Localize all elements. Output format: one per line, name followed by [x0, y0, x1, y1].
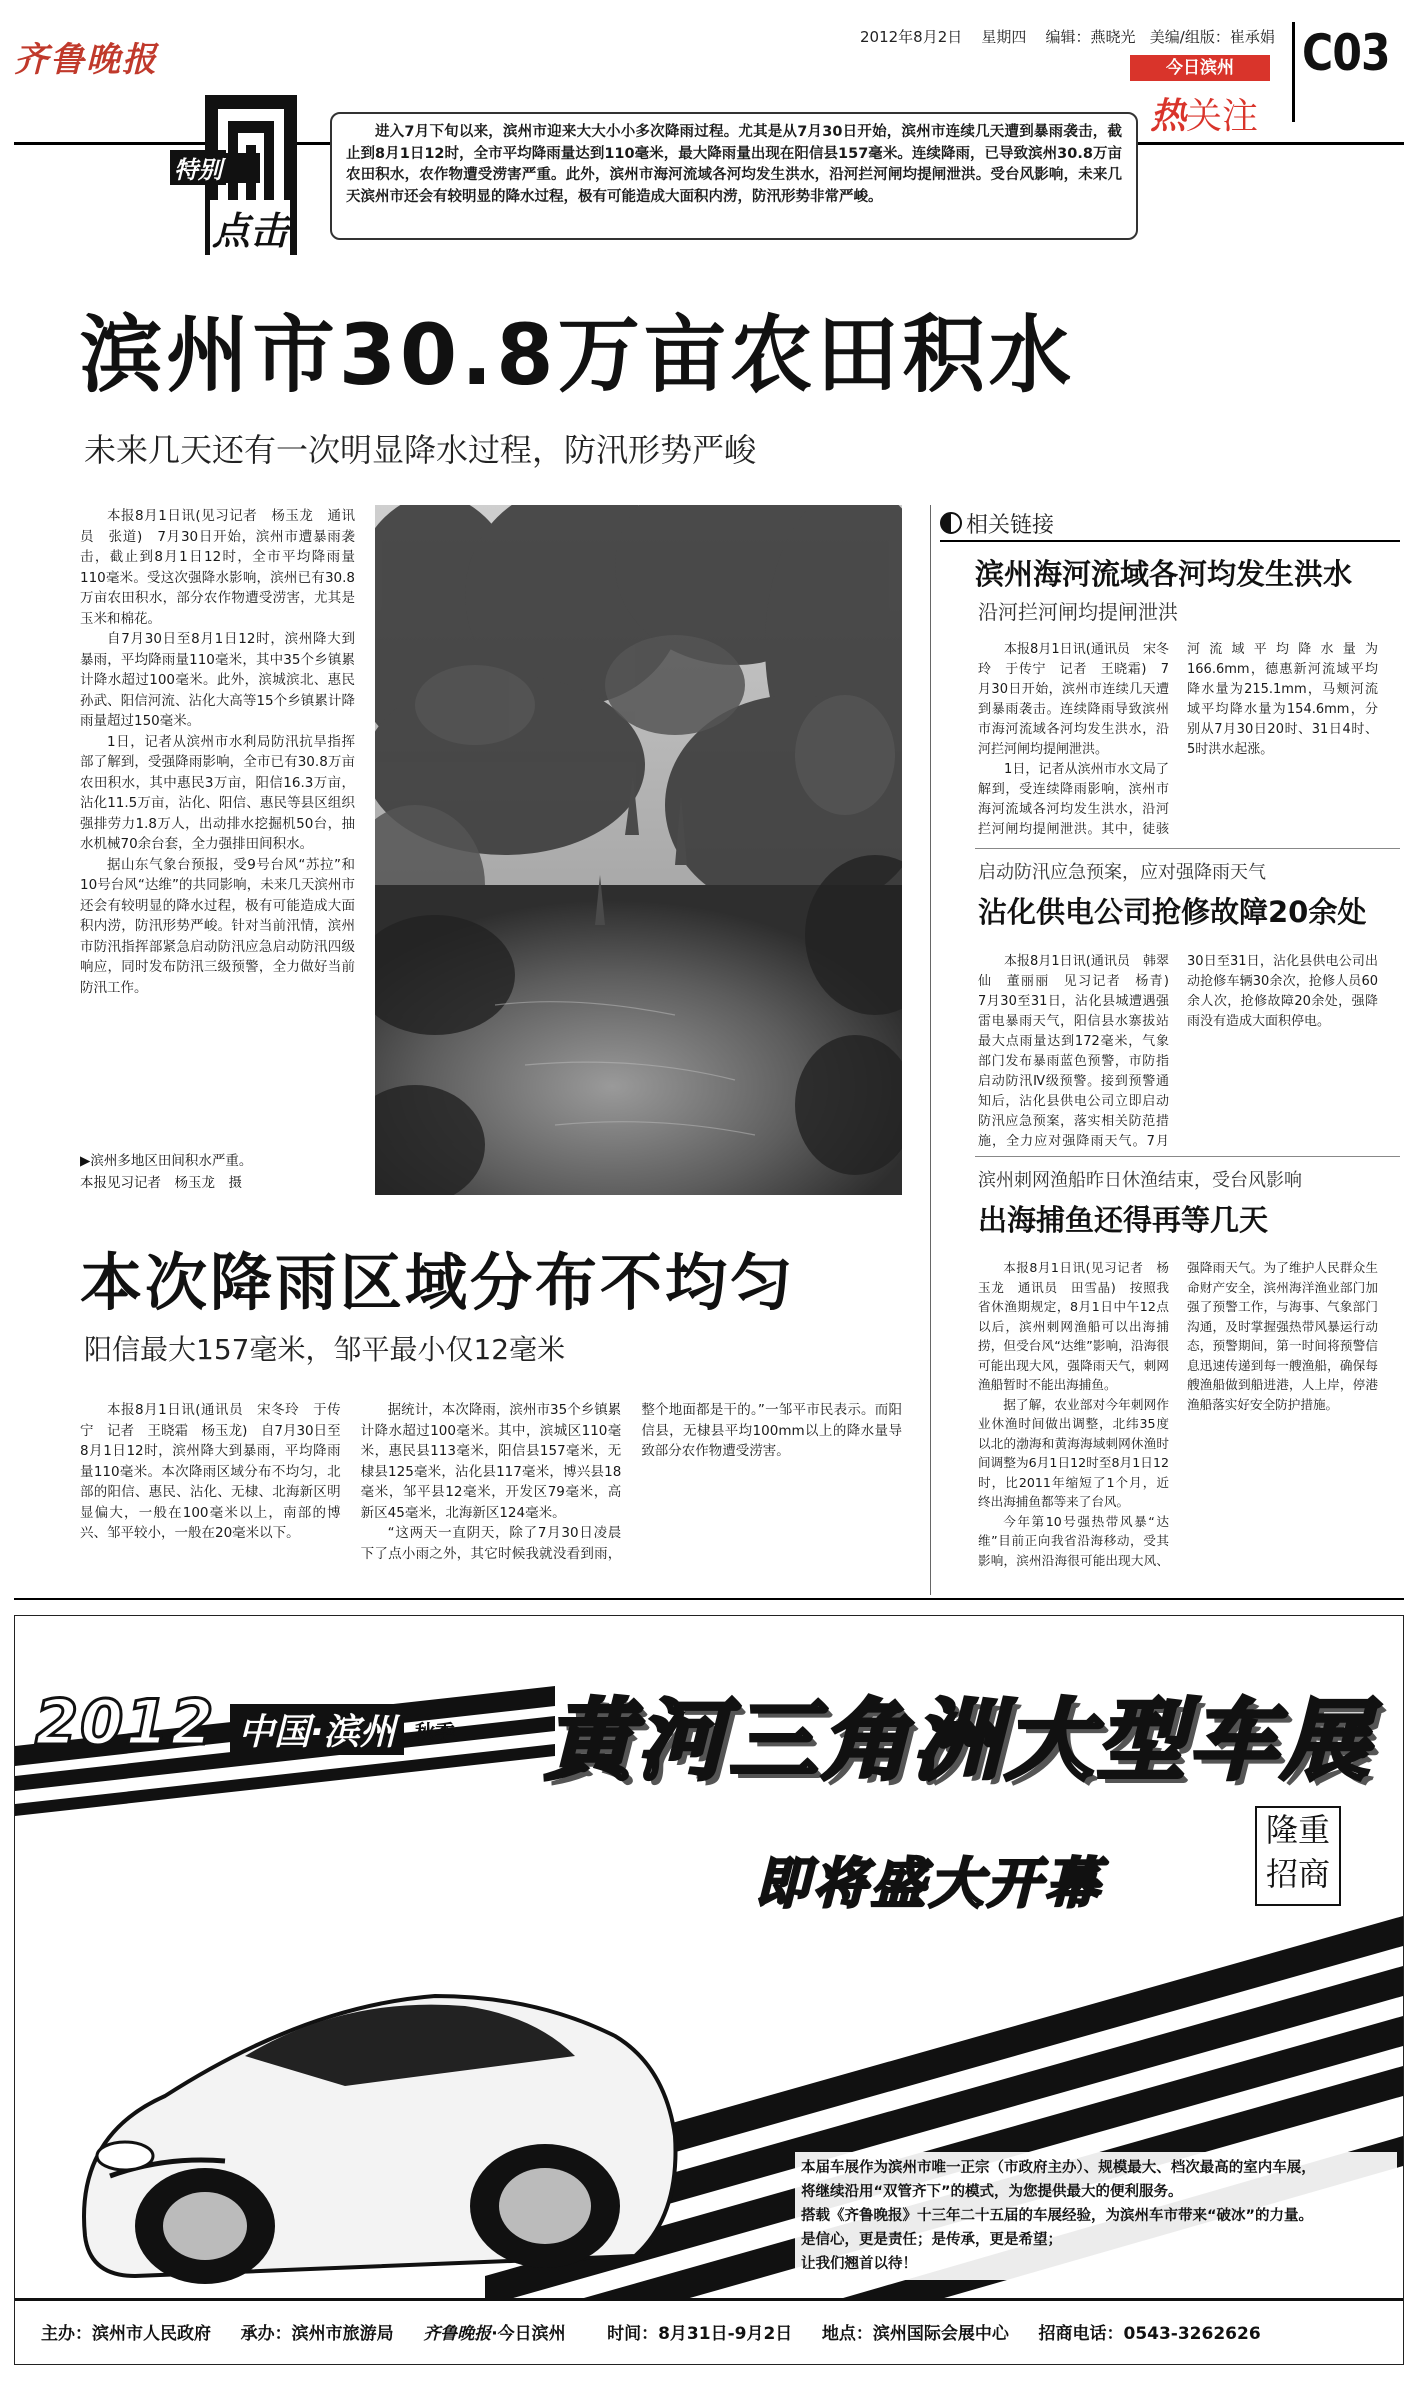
ad-phone: 0543-3262626 [1123, 2324, 1261, 2344]
second-paragraph: 据统计，本次降雨，滨州市35个乡镇累计降水超过100毫米。其中，滨城区110毫米，惠民县113毫米，阳信县157毫米，无棣县125毫米，沾化县117毫米，博兴县18毫米，邹平县12毫米，开发区79毫米，高新区45毫米，北海新区124毫米。 [360, 1402, 622, 1521]
lead-subhead: 未来几天还有一次明显降水过程，防汛形势严峻 [84, 431, 757, 469]
sidebar-top-rule [940, 540, 1400, 542]
related-links-icon [940, 512, 962, 534]
related-links-text: 相关链接 [966, 513, 1055, 538]
ad-badge-line2: 招商 [1265, 1855, 1330, 1893]
special-text: 进入7月下旬以来，滨州市迎来大大小小多次降雨过程。尤其是从7月30日开始，滨州市连续几天遭到暴雨袭击，截止到8月1日12时，全市平均降雨量达到110毫米，最大降雨量出现在阳信县157毫米。连续降雨，已导致滨州30.8万亩农田积水，农作物遭受涝害严重。此外，滨州市海河流域各河均发生洪水，沿河拦河闸均提闸泄洪。受台风影响，未来几天滨州市还会有较明显的降水过程，极有可能造成大面积内涝，防汛形势非常严峻。 [346, 124, 1122, 205]
lead-paragraph: 本报8月1日讯(见习记者 杨玉龙 通讯员 张道) 7月30日开始，滨州市遭暴雨袭击，截止到8月1日12时，全市平均降雨量110毫米。受这次强降水影响，滨州已有30.8万亩农田积水，部分农作物遭受涝害，尤其是玉米和棉花。 [80, 508, 355, 627]
sidebar-story1-headline: 滨州海河流域各河均发生洪水 [975, 557, 1353, 591]
ad-venue: 滨州国际会展中心 [872, 2324, 1009, 2344]
second-headline: 本次降雨区域分布不均匀 [80, 1246, 796, 1319]
ad-badge-line1: 隆重 [1265, 1811, 1330, 1849]
second-subhead: 阳信最大157毫米，邹平最小仅12毫米 [84, 1333, 566, 1366]
page-number-divider [1292, 22, 1295, 122]
related-links-label [940, 508, 1054, 539]
sidebar-story3-kicker: 滨州刺网渔船昨日休渔结束，受台风影响 [978, 1170, 1302, 1191]
lead-paragraph: 1日，记者从滨州市水利局防汛抗旱指挥部了解到，受强降雨影响，全市已有30.8万亩农田积水，其中惠民3万亩，阳信16.3万亩，沾化11.5万亩，沾化、阳信、惠民等县区组织强排劳力1.8万人，出动排水挖掘机50台，抽水机械70余台套，全力强排田间积水。 [80, 733, 355, 852]
sidebar-paragraph: 本报8月1日讯(通讯员 韩翠仙 董丽丽 见习记者 杨青) 7月30至31日，沾化县城遭遇强雷电暴雨天气，阳信县水寨拔站最大点雨量达到172毫米，气象部门发布暴雨蓝色预警，市防指启动防汛Ⅳ级预警。接到预警通知后，沾化县供电公司立即启动防汛应急预案，落实相关防范措施，全力应对强降雨天气。7月30日至31日，沾化县供电公司出动抢修车辆30余次，抢修人员60余人次，抢修故障20余处，强降雨没有造成大面积停电。 [978, 954, 1378, 1149]
ad-title: 黄河三角洲大型车展 [545, 1689, 1374, 1792]
sidebar-story2-body [978, 952, 1378, 1152]
second-paragraph: 本报8月1日讯(通讯员 宋冬玲 于传宁 记者 王晓霜 杨玉龙) 自7月30日至8月1日12时，滨州降大到暴雨，平均降雨量110毫米。本次降雨区域分布不均匀，北部的阳信、惠民、沾化、无棣、北海新区明显偏大，一般在100毫米以上，南部的博兴、邹平较小，一般在20毫米以下。 [80, 1402, 341, 1541]
sidebar-story3-headline: 出海捕鱼还得再等几天 [978, 1203, 1269, 1237]
ad-badge [1255, 1806, 1341, 1906]
section-tag: 今日滨州 [1130, 55, 1270, 81]
masthead-info [860, 26, 1275, 47]
sidebar-rule-2 [975, 1156, 1400, 1157]
sidebar-paragraph: 1日，记者从滨州市水文局了解到，受连续降雨影响，滨州市海河流域各河均发生洪水，沿河拦河闸均提闸泄洪。其中，徒骇河流域平均降水量为166.6mm，德惠新河流域平均降水量为215.1mm，马颊河流域平均降水量为154.6mm，分别从7月30日20时、31日4时、5时洪水起涨。 [978, 642, 1378, 837]
sidebar-story2-headline: 沾化供电公司抢修故障20余处 [978, 895, 1367, 929]
designer-credit: 美编/组版：崔承娟 [1149, 28, 1275, 46]
page-number: C03 [1302, 24, 1390, 82]
ad-time: 8月31日-9月2日 [658, 2324, 793, 2344]
ad-slogan: 即将盛大开幕 [755, 1852, 1103, 1915]
second-body [80, 1400, 902, 1580]
sidebar-paragraph: 据了解，农业部对今年刺网作业休渔时间做出调整，北纬35度以北的渤海和黄海海域刺网休渔时间调整为6月1日12时至8月1日12时，比2011年缩短了1个月，近终出海捕鱼都等来了台风。 [978, 1396, 1169, 1509]
ad-description [795, 2152, 1397, 2280]
ad-desc-line: 将继续沿用“双管齐下”的模式，为您提供最大的便利服务。 [801, 2184, 1183, 2200]
flooded-field-image [375, 505, 902, 1195]
sidebar-story3-body [978, 1258, 1378, 1588]
ad-desc-line: 是信心，更是责任；是传承，更是希望； [801, 2232, 1062, 2248]
ad-desc-line: 本届车展作为滨州市唯一正宗（市政府主办）、规模最大、档次最高的室内车展， [801, 2160, 1316, 2176]
lead-paragraph: 自7月30日至8月1日12时，滨州降大到暴雨，平均降雨量110毫米，其中35个乡镇累计降水超过100毫米。此外，滨城滨北、惠民孙武、阳信河流、沾化大高等15个乡镇累计降雨量超过150毫米。 [80, 631, 355, 729]
special-label-bottom: 点击 [210, 200, 290, 255]
photo-caption-text: ▶滨州多地区田间积水严重。 [80, 1153, 253, 1169]
lead-body [80, 506, 355, 998]
column-divider [930, 505, 931, 1595]
issue-date: 2012年8月2日 [860, 28, 963, 46]
ad-organizer-logo: 齐鲁晚报 [423, 2324, 492, 2344]
sidebar-paragraph: 本报8月1日讯(见习记者 杨玉龙 通讯员 田雪晶) 按照我省休渔期规定，8月1日中午12点以后，滨州刺网渔船可以出海捕捞，但受台风“达维”影响，沿海很可能出现大风，强降雨天气，刺网渔船暂时不能出海捕鱼。 [978, 1260, 1169, 1392]
masthead-logo: 齐鲁晚报 [14, 40, 158, 80]
lead-paragraph: 据山东气象台预报，受9号台风“苏拉”和10号台风“达维”的共同影响，未来几天滨州市还会有较明显的降水过程，极有可能造成大面积内涝，防汛形势严峻。针对当前汛情，滨州市防汛指挥部紧急启动防汛应急启动防汛四级响应，同时发布防汛三级预警，全力做好当前防汛工作。 [80, 856, 355, 996]
car-show-ad [14, 1615, 1404, 2365]
sidebar-story1-subhead: 沿河拦河闸均提闸泄洪 [978, 600, 1178, 624]
second-paragraph: “这两天一直阴天，除了7月30日凌晨下了点小雨之外，其它时候我就没看到雨，整个地面都是干的。”一邹平市民表示。而阳信县，无棣县平均100mm以上的降水量导致部分农作物遭受涝害。 [360, 1402, 902, 1562]
column-title-hot: 热 [1150, 96, 1187, 137]
photo-credit: 本报见习记者 杨玉龙 摄 [80, 1175, 242, 1191]
lead-photo [375, 505, 902, 1195]
special-text-box [330, 112, 1138, 240]
ad-host-label: 主办： [41, 2324, 92, 2344]
news-bottom-rule [14, 1598, 1404, 1600]
sidebar-paragraph: 本报8月1日讯(通讯员 宋冬玲 于传宁 记者 王晓霜) 7月30日开始，滨州市连续几天遭到暴雨袭击。连续降雨导致滨州市海河流域各河均发生洪水，沿河拦河闸均提闸泄洪。 [978, 642, 1169, 757]
ad-organizer-tail: ·今日滨州 [491, 2324, 566, 2344]
ad-host: 滨州市人民政府 [92, 2324, 211, 2344]
column-title-rest: 关注 [1186, 96, 1259, 137]
special-label-top: 特别 [170, 150, 226, 185]
ad-phone-label: 招商电话： [1038, 2324, 1124, 2344]
ad-desc-line: 让我们翘首以待！ [801, 2256, 917, 2272]
column-title [1150, 88, 1258, 139]
ad-year: 2012 [35, 1686, 216, 1759]
issue-weekday: 星期四 [981, 28, 1027, 46]
lead-headline: 滨州市30.8万亩农田积水 [80, 306, 1075, 404]
ad-place: 中国·滨州 [230, 1704, 404, 1755]
sidebar-rule-1 [975, 848, 1400, 849]
ad-season: 秋季 [415, 1720, 455, 1744]
photo-caption [80, 1150, 252, 1194]
ad-organizer-label: 承办： [240, 2324, 292, 2344]
sidebar-story2-kicker: 启动防汛应急预案，应对强降雨天气 [978, 862, 1266, 883]
ad-time-label: 时间： [607, 2324, 659, 2344]
sidebar-paragraph: 今年第10号强热带风暴“达维”目前正向我省沿海移动，受其影响，滨州沿海很可能出现大风、强降雨天气。为了维护人民群众生命财产安全，滨州海洋渔业部门加强了预警工作，与海事、气象部门沟通，及时掌握强热带风暴运行动态，预警期间，第一时间将预警信息迅速传递到每一艘渔船，确保每艘渔船做到船进港，人上岸，停港渔船落实好安全防护措施。 [978, 1260, 1378, 1568]
sidebar-story1-body [978, 640, 1378, 852]
editor-credit: 编辑：燕晓光 [1045, 28, 1136, 46]
ad-footer [15, 2298, 1403, 2364]
ad-venue-label: 地点： [821, 2324, 873, 2344]
sports-car-graphic [84, 1996, 676, 2284]
ad-organizer: 滨州市旅游局 [291, 2324, 394, 2344]
ad-desc-line: 搭载《齐鲁晚报》十三年二十五届的车展经验，为滨州车市带来“破冰”的力量。 [801, 2208, 1314, 2224]
